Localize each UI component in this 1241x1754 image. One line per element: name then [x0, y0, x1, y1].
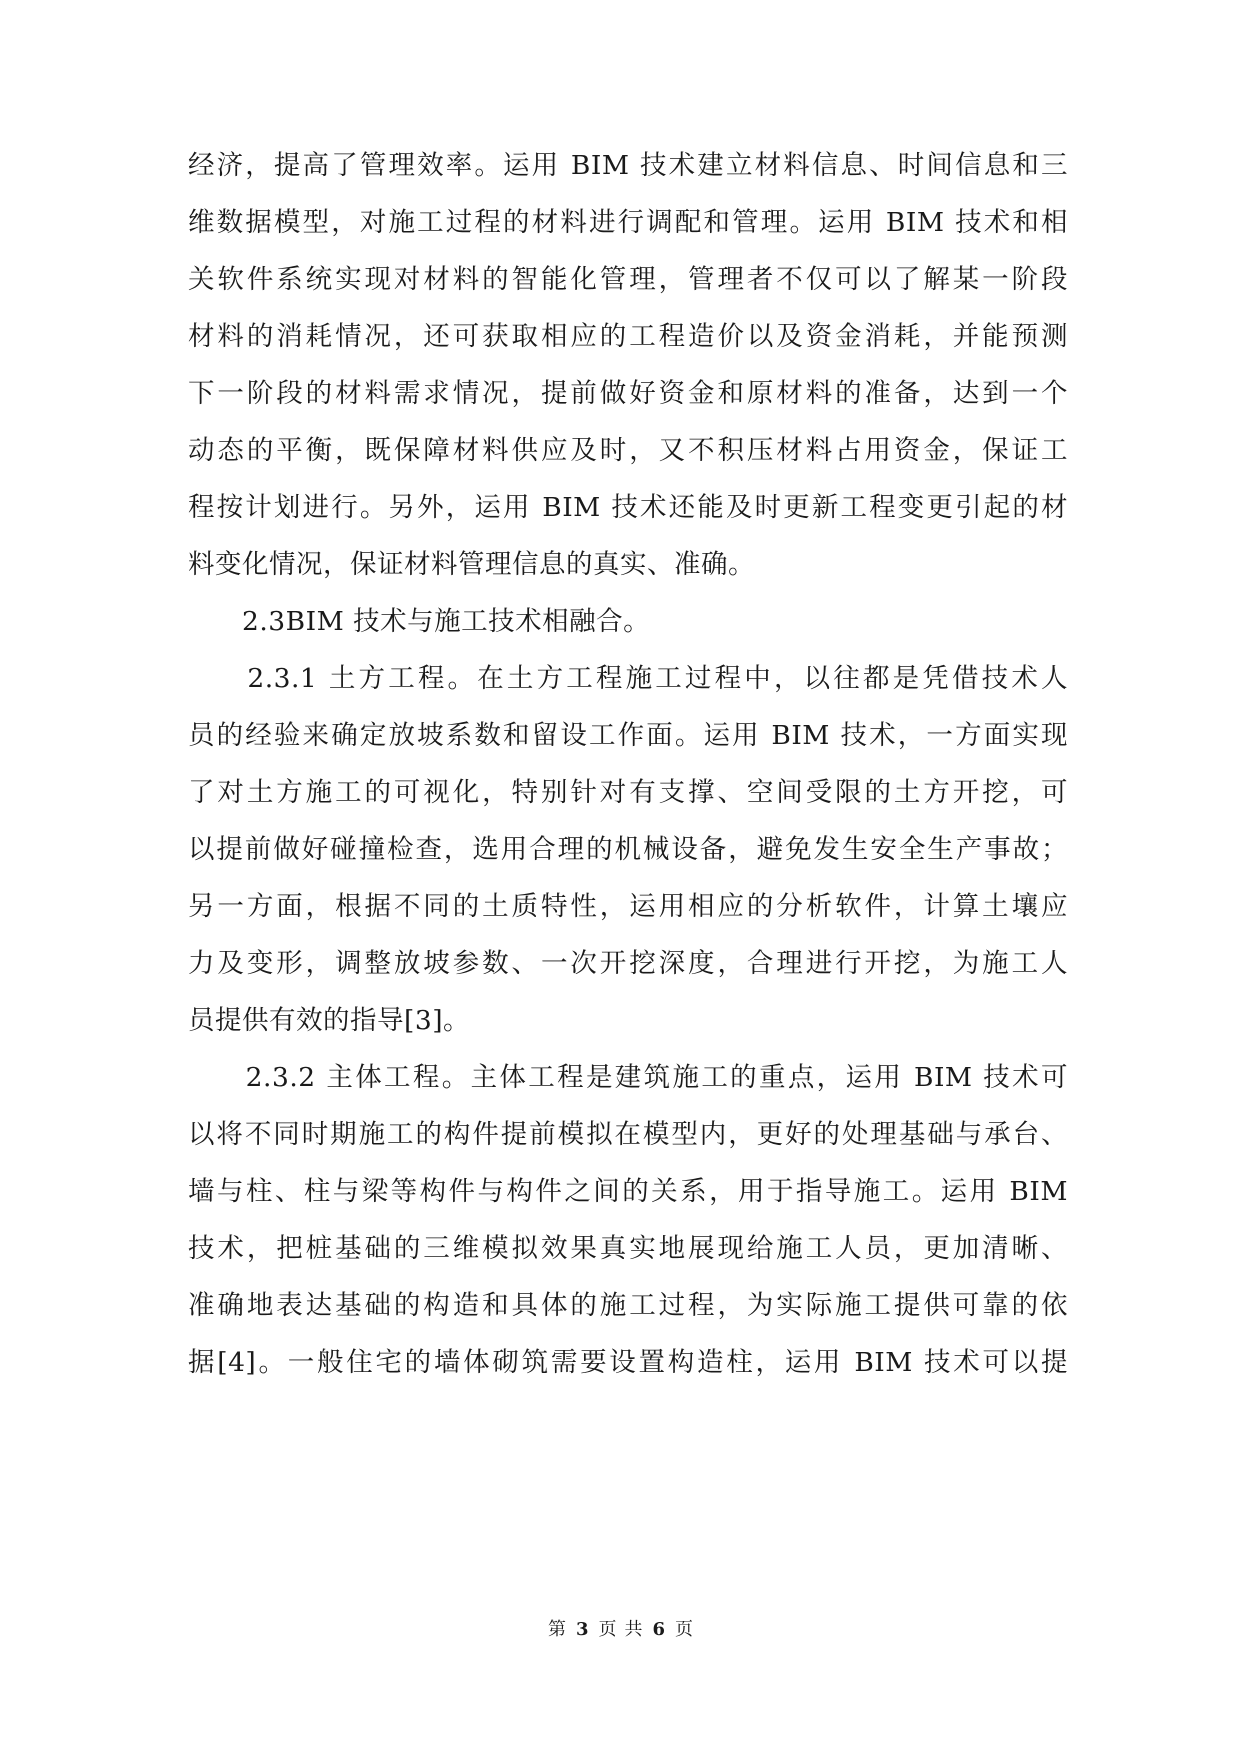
body-line: 准确地表达基础的构造和具体的施工过程，为实际施工提供可靠的依	[188, 1290, 1068, 1321]
page-footer	[0, 1618, 1241, 1642]
body-line: 料变化情况，保证材料管理信息的真实、准确。	[188, 549, 755, 580]
section-heading: 2.3BIM 技术与施工技术相融合。	[188, 606, 651, 637]
footer-prefix: 第	[547, 1619, 566, 1640]
body-line: 动态的平衡，既保障材料供应及时，又不积压材料占用资金，保证工	[188, 435, 1068, 466]
body-line: 2.3.2 主体工程。主体工程是建筑施工的重点，运用 BIM 技术可	[188, 1062, 1068, 1093]
footer-page-word: 页	[598, 1619, 617, 1640]
body-line: 据[4]。一般住宅的墙体砌筑需要设置构造柱，运用 BIM 技术可以提	[188, 1347, 1068, 1378]
footer-suffix: 页	[675, 1619, 694, 1640]
footer-page-number: 3	[575, 1619, 589, 1640]
footer-total-word: 共	[624, 1619, 643, 1640]
footer-total-pages: 6	[652, 1619, 666, 1640]
body-line: 另一方面，根据不同的土质特性，运用相应的分析软件，计算土壤应	[188, 891, 1068, 922]
body-line: 维数据模型，对施工过程的材料进行调配和管理。运用 BIM 技术和相	[188, 207, 1068, 238]
body-line: 员的经验来确定放坡系数和留设工作面。运用 BIM 技术，一方面实现	[188, 720, 1068, 751]
body-line: 下一阶段的材料需求情况，提前做好资金和原材料的准备，达到一个	[188, 378, 1068, 409]
body-line: 以将不同时期施工的构件提前模拟在模型内，更好的处理基础与承台、	[188, 1119, 1068, 1150]
body-line: 材料的消耗情况，还可获取相应的工程造价以及资金消耗，并能预测	[188, 321, 1068, 352]
body-line: 力及变形，调整放坡参数、一次开挖深度，合理进行开挖，为施工人	[188, 948, 1068, 979]
body-line: 程按计划进行。另外，运用 BIM 技术还能及时更新工程变更引起的材	[188, 492, 1068, 523]
body-line: 技术，把桩基础的三维模拟效果真实地展现给施工人员，更加清晰、	[188, 1233, 1068, 1264]
body-line: 关软件系统实现对材料的智能化管理，管理者不仅可以了解某一阶段	[188, 264, 1068, 295]
body-line: 2.3.1 土方工程。在土方工程施工过程中，以往都是凭借技术人	[188, 663, 1068, 694]
body-line: 经济，提高了管理效率。运用 BIM 技术建立材料信息、时间信息和三	[188, 150, 1068, 181]
body-line: 了对土方施工的可视化，特别针对有支撑、空间受限的土方开挖，可	[188, 777, 1068, 808]
body-line: 墙与柱、柱与梁等构件与构件之间的关系，用于指导施工。运用 BIM	[188, 1176, 1068, 1207]
body-line: 员提供有效的指导[3]。	[188, 1005, 471, 1036]
body-line: 以提前做好碰撞检查，选用合理的机械设备，避免发生安全生产事故；	[188, 834, 1068, 865]
